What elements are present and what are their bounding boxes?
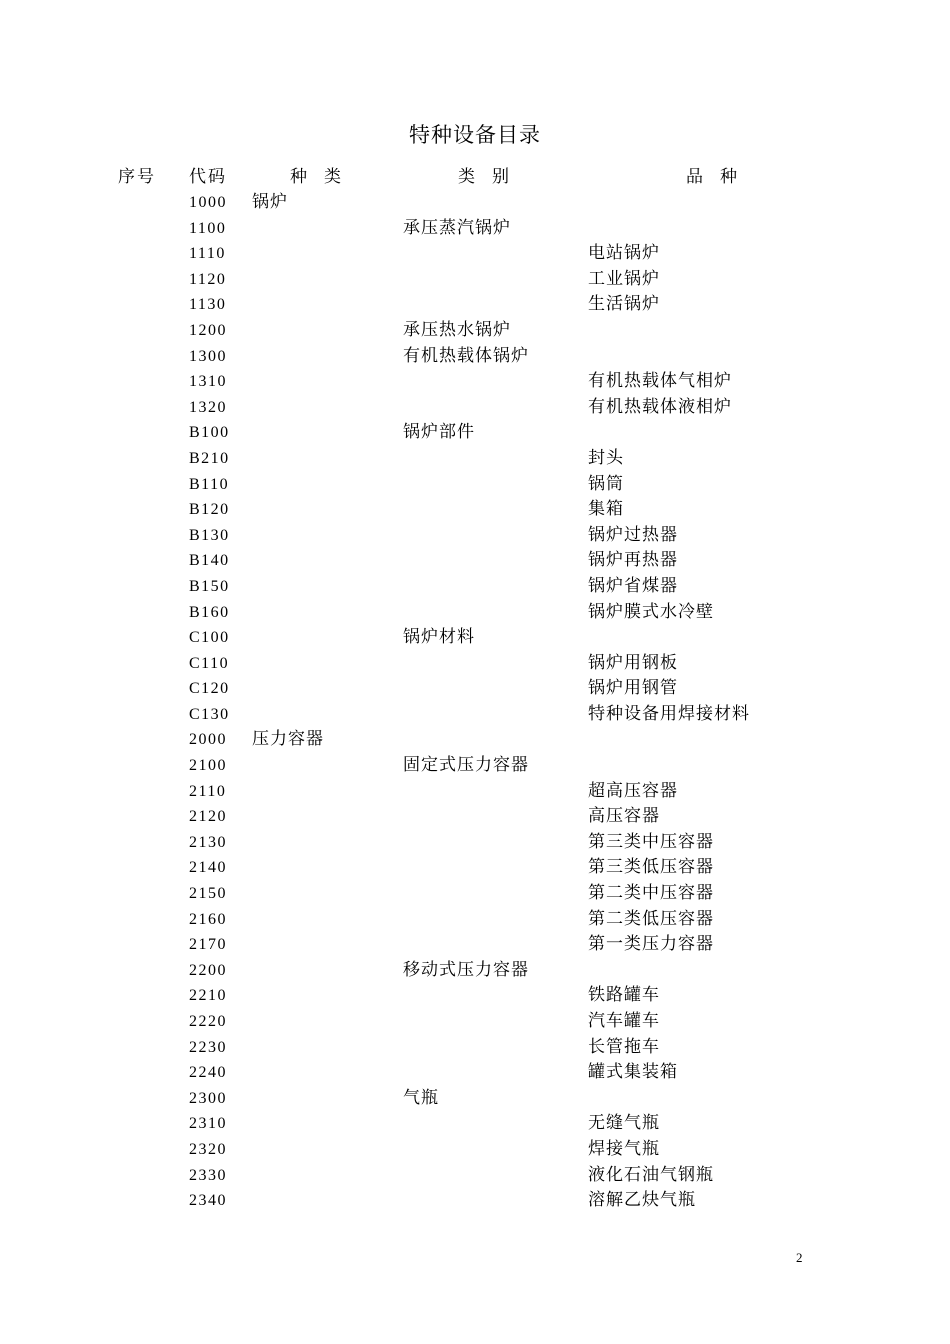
table-row [0, 753, 950, 779]
row-code: B160 [189, 603, 230, 621]
table-header [0, 164, 950, 190]
table-row [0, 472, 950, 498]
table-row [0, 855, 950, 881]
row-code: C110 [189, 654, 230, 672]
row-variety: 第二类低压容器 [588, 908, 714, 929]
row-category: 有机热载体锅炉 [403, 345, 529, 366]
table-row [0, 779, 950, 805]
table-row [0, 1009, 950, 1035]
table-row [0, 600, 950, 626]
table-row [0, 395, 950, 421]
table-row [0, 369, 950, 395]
row-kind: 压力容器 [252, 729, 324, 750]
table-row [0, 548, 950, 574]
row-category: 承压热水锅炉 [403, 319, 511, 340]
table-row [0, 1163, 950, 1189]
row-code: 1110 [189, 245, 226, 263]
row-code: B140 [189, 552, 230, 570]
row-code: 1130 [189, 296, 227, 314]
row-code: 1300 [189, 347, 227, 365]
row-category: 锅炉材料 [403, 627, 475, 648]
row-code: 2210 [189, 987, 227, 1005]
table-row [0, 446, 950, 472]
table-row [0, 292, 950, 318]
header-variety: 品 种 [686, 167, 737, 187]
table-row [0, 318, 950, 344]
table-row [0, 344, 950, 370]
row-code: B110 [189, 475, 230, 493]
row-code: 2110 [189, 782, 227, 800]
row-code: 1320 [189, 398, 227, 416]
table-row [0, 830, 950, 856]
row-variety: 溶解乙炔气瓶 [588, 1190, 696, 1211]
row-code: 1310 [189, 373, 227, 391]
row-code: 2170 [189, 936, 227, 954]
row-variety: 锅筒 [588, 473, 624, 494]
row-code: 2230 [189, 1038, 227, 1056]
row-variety: 长管拖车 [588, 1036, 660, 1057]
row-code: B150 [189, 577, 230, 595]
table-row [0, 574, 950, 600]
row-code: B120 [189, 501, 230, 519]
page-title: 特种设备目录 [409, 123, 541, 147]
row-variety: 工业锅炉 [588, 268, 660, 289]
row-variety: 封头 [588, 447, 624, 468]
row-code: 2320 [189, 1140, 227, 1158]
row-variety: 焊接气瓶 [588, 1138, 660, 1159]
row-variety: 第二类中压容器 [588, 883, 714, 904]
table-row [0, 1137, 950, 1163]
row-code: 2330 [189, 1166, 227, 1184]
row-code: 1100 [189, 219, 227, 237]
row-code: 2130 [189, 833, 227, 851]
row-variety: 锅炉膜式水冷壁 [588, 601, 714, 622]
table-row [0, 932, 950, 958]
row-kind: 锅炉 [252, 192, 288, 212]
page-number: 2 [796, 1250, 803, 1265]
row-variety: 集箱 [588, 499, 624, 520]
row-code: C130 [189, 705, 230, 723]
row-code: 2100 [189, 757, 227, 775]
table-row [0, 267, 950, 293]
row-code: B210 [189, 449, 230, 467]
table-row [0, 958, 950, 984]
row-code: B100 [189, 424, 230, 442]
table-row [0, 241, 950, 267]
row-variety: 锅炉用钢板 [588, 652, 678, 673]
row-variety: 汽车罐车 [588, 1011, 660, 1031]
row-variety: 液化石油气钢瓶 [588, 1164, 714, 1185]
row-code: 2000 [189, 731, 227, 749]
row-variety: 第一类压力容器 [588, 934, 714, 955]
row-code: 2160 [189, 910, 227, 928]
table-row [0, 907, 950, 933]
row-variety: 特种设备用焊接材料 [588, 703, 750, 724]
row-variety: 锅炉过热器 [588, 524, 678, 545]
row-code: 2240 [189, 1064, 227, 1082]
row-variety: 罐式集装箱 [588, 1062, 678, 1083]
row-variety: 第三类低压容器 [588, 857, 714, 878]
table-row [0, 497, 950, 523]
table-row [0, 1188, 950, 1214]
row-category: 锅炉部件 [403, 422, 475, 443]
row-variety: 第三类中压容器 [588, 831, 714, 852]
table-row [0, 1086, 950, 1112]
row-code: 2310 [189, 1115, 227, 1133]
table-row [0, 216, 950, 242]
table-row [0, 523, 950, 549]
row-variety: 锅炉省煤器 [588, 575, 678, 596]
table-row [0, 1111, 950, 1137]
row-code: B130 [189, 526, 230, 544]
row-variety: 无缝气瓶 [588, 1113, 660, 1134]
row-code: 1120 [189, 270, 227, 288]
row-variety: 铁路罐车 [588, 985, 660, 1006]
row-variety: 有机热载体液相炉 [588, 396, 732, 417]
table-row [0, 651, 950, 677]
table-row [0, 727, 950, 753]
row-code: 2140 [189, 859, 227, 877]
header-category: 类 别 [458, 167, 509, 187]
table-row [0, 1035, 950, 1061]
row-variety: 有机热载体气相炉 [588, 371, 732, 392]
row-variety: 超高压容器 [588, 780, 678, 801]
row-category: 承压蒸汽锅炉 [403, 217, 511, 238]
header-seq: 序号 [118, 167, 156, 187]
row-variety: 生活锅炉 [588, 294, 660, 315]
row-code: C100 [189, 629, 230, 647]
row-code: 2340 [189, 1192, 227, 1210]
row-code: 2120 [189, 808, 227, 826]
table-row [0, 676, 950, 702]
row-variety: 高压容器 [588, 806, 660, 827]
table-row [0, 804, 950, 830]
row-code: 2300 [189, 1089, 227, 1107]
header-code: 代码 [189, 167, 227, 187]
table-row [0, 1060, 950, 1086]
row-code: 2220 [189, 1013, 227, 1030]
catalog-table-body [0, 190, 950, 1214]
row-code: 2200 [189, 961, 227, 979]
table-row [0, 420, 950, 446]
table-row [0, 190, 950, 216]
row-variety: 锅炉用钢管 [588, 678, 678, 699]
table-row [0, 983, 950, 1009]
row-code: 1200 [189, 321, 227, 339]
row-category: 固定式压力容器 [403, 755, 529, 776]
row-variety: 锅炉再热器 [588, 550, 678, 571]
row-code: 1000 [189, 194, 227, 211]
row-category: 移动式压力容器 [403, 959, 529, 980]
header-kind: 种 类 [290, 167, 341, 187]
row-variety: 电站锅炉 [588, 243, 660, 264]
row-category: 气瓶 [403, 1087, 439, 1108]
table-row [0, 881, 950, 907]
row-code: 2150 [189, 885, 227, 903]
row-code: C120 [189, 680, 230, 698]
table-row [0, 625, 950, 651]
table-row [0, 702, 950, 728]
